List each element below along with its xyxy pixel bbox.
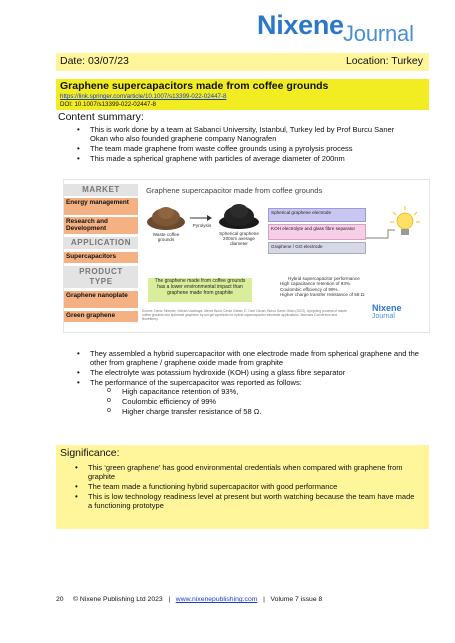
article-location: Location: Turkey bbox=[345, 55, 423, 67]
list-item: • The team made a functioning hybrid supercapacitor with good performance bbox=[72, 482, 417, 491]
layer-spherical-electrode: Spherical graphene electrode bbox=[268, 208, 366, 222]
mini-journal-logo bbox=[372, 303, 424, 325]
list-item: • This ‘green graphene’ has good environmental credentials when compared with graphene from graphite bbox=[72, 463, 417, 482]
figure-title: Graphene supercapacitor made from coffee grounds bbox=[146, 186, 323, 195]
layer-electrolyte: KOH electrolyte and glass fibre separator bbox=[268, 224, 366, 240]
figure-diagram bbox=[140, 200, 430, 332]
performance-item: Coulombic efficiency of 99%. bbox=[280, 286, 339, 292]
logo-brand-light: Journal bbox=[343, 21, 414, 46]
mini-logo-bold: Nixene bbox=[372, 303, 402, 313]
logo-brand-bold: Nixene bbox=[257, 10, 344, 40]
list-item: • The electrolyte was potassium hydroxide (KOH) using a glass fibre separator bbox=[74, 368, 420, 377]
list-item: • This is low technology readiness level at present but worth watching because the team have made a functioning prototype bbox=[72, 492, 417, 511]
summary-list bbox=[74, 125, 414, 164]
product-type-header: PRODUCT TYPE bbox=[64, 266, 138, 288]
market-item: Energy management bbox=[64, 198, 138, 215]
sub-list-item: o Coulombic efficiency of 99% bbox=[106, 397, 420, 406]
performance-block bbox=[280, 276, 365, 298]
figure-sidebar bbox=[64, 180, 138, 334]
list-item: • This made a spherical graphene with particles of average diameter of 200nm bbox=[74, 154, 414, 163]
footer-separator: | bbox=[168, 596, 171, 603]
significance-list bbox=[72, 463, 417, 511]
footer-separator: | bbox=[263, 596, 265, 603]
sub-list-item: o High capacitance retention of 93%, bbox=[106, 387, 420, 396]
info-bar bbox=[56, 53, 429, 71]
market-item: Research and Development bbox=[64, 217, 138, 234]
performance-sublist bbox=[106, 387, 420, 416]
arrow-icon bbox=[190, 214, 212, 222]
pyrolysis-label: Pyrolysis bbox=[192, 223, 212, 228]
article-date: Date: 03/07/23 bbox=[60, 55, 129, 67]
performance-item: High capacitance retention of 93%. bbox=[280, 281, 352, 287]
article-doi: DOI: 10.1007/s13399-022-02447-8 bbox=[60, 101, 156, 108]
application-header: APPLICATION bbox=[64, 237, 138, 249]
significance-heading: Significance: bbox=[60, 447, 120, 459]
list-item-text: The performance of the supercapacitor was reported as follows: bbox=[90, 377, 302, 387]
page-number: 20 bbox=[56, 596, 64, 603]
article-title-block bbox=[56, 79, 429, 110]
footer-volume: Volume 7 issue 8 bbox=[270, 596, 323, 603]
performance-item: Higher charge transfer resistance of 58 Ω. bbox=[280, 292, 366, 298]
product-item: Graphene nanoplate bbox=[64, 291, 138, 308]
product-item: Green graphene bbox=[64, 311, 138, 322]
application-item: Supercapacitors bbox=[64, 252, 138, 263]
infographic-figure bbox=[63, 179, 430, 333]
performance-title: Hybrid supercapacitor performance bbox=[288, 276, 360, 281]
waste-label: Waste coffee grounds bbox=[152, 232, 180, 243]
environment-note: The graphene made from coffee grounds has a lower environmental impact than graphene made from graphite bbox=[148, 278, 252, 302]
wire-connector bbox=[366, 228, 396, 248]
footer-publisher: © Nixene Publishing Ltd 2023 bbox=[73, 596, 163, 603]
article-title: Graphene supercapacitors made from coffee grounds bbox=[60, 80, 329, 92]
significance-box bbox=[56, 445, 429, 529]
figure-source: Source: Deniz Sinenler, Selcan Ucarkaya, Merve Bulut, Deniz Ozkan, E. Ozel Ozcan, Burcu Saner Okan (2023). Upcycling process of waste coffee grounds into spherical graphene by sol-gel synthesis for hybrid supercapacitor electrode applications. Biomass Conversion and Biorefinery. bbox=[142, 309, 347, 321]
layer-go-electrode: Graphene / GO electrode bbox=[268, 242, 366, 254]
list-item bbox=[74, 378, 420, 416]
list-item: • The team made graphene from waste coffee grounds using a pyrolysis process bbox=[74, 144, 414, 153]
summary-heading: Content summary: bbox=[58, 111, 144, 123]
article-link[interactable]: https://link.springer.com/article/10.1007/s13399-022-02447-8 bbox=[60, 93, 227, 100]
market-header: MARKET bbox=[64, 184, 138, 196]
results-list bbox=[74, 349, 420, 417]
sub-list-item: o Higher charge transfer resistance of 58 Ω. bbox=[106, 407, 420, 416]
journal-logo bbox=[257, 10, 427, 56]
list-item: • They assembled a hybrid supercapacitor with one electrode made from spherical graphene and the other from graphene / graphene oxide made from graphite bbox=[74, 349, 420, 368]
footer-website-link[interactable]: www.nixenepublishing.com bbox=[175, 596, 258, 603]
page-footer bbox=[56, 596, 429, 603]
coffee-grounds-image bbox=[146, 204, 186, 230]
graphene-powder-image bbox=[218, 202, 260, 230]
spherical-label: Spherical graphene 200nm average diameter bbox=[219, 231, 259, 247]
mini-logo-sub: Journal bbox=[372, 313, 395, 320]
list-item: • This is work done by a team at Sabanci University, Istanbul, Turkey led by Prof Burcu Saner Okan who also founded graphene company Nanografen bbox=[74, 125, 414, 144]
